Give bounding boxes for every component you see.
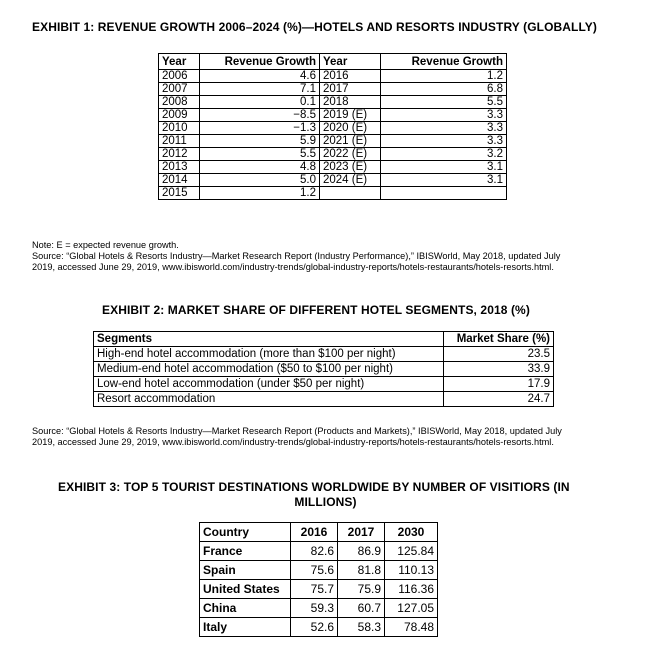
exhibit3-title-continued: MILLIONS) — [294, 495, 357, 509]
growth-cell: 4.6 — [200, 70, 320, 83]
year-cell: 2010 — [159, 122, 200, 135]
value-cell: 75.6 — [291, 561, 338, 580]
value-cell: 59.3 — [291, 599, 338, 618]
table-row — [159, 174, 507, 187]
year-cell: 2011 — [159, 135, 200, 148]
table-row — [159, 122, 507, 135]
exhibit2-title: EXHIBIT 2: MARKET SHARE OF DIFFERENT HOTEL SEGMENTS, 2018 (%) — [102, 303, 530, 317]
growth-cell: 1.2 — [200, 187, 320, 200]
table-header-row — [94, 332, 554, 347]
year-cell: 2018 — [320, 96, 381, 109]
year-cell: 2015 — [159, 187, 200, 200]
table-row — [200, 542, 438, 561]
share-cell: 17.9 — [444, 377, 554, 392]
share-cell: 24.7 — [444, 392, 554, 407]
growth-cell: 5.9 — [200, 135, 320, 148]
column-header-year: Year — [159, 54, 200, 70]
table-row — [200, 599, 438, 618]
table-row — [159, 187, 507, 200]
year-cell: 2007 — [159, 83, 200, 96]
column-header-country: Country — [200, 523, 291, 542]
year-cell: 2013 — [159, 161, 200, 174]
table-header-row — [200, 523, 438, 542]
table-row — [200, 561, 438, 580]
country-cell: France — [200, 542, 291, 561]
value-cell: 127.05 — [385, 599, 438, 618]
value-cell: 60.7 — [338, 599, 385, 618]
value-cell: 82.6 — [291, 542, 338, 561]
table-row — [94, 392, 554, 407]
value-cell: 81.8 — [338, 561, 385, 580]
column-header-2017: 2017 — [338, 523, 385, 542]
country-cell: Italy — [200, 618, 291, 637]
tourist-destinations-table — [199, 522, 438, 637]
growth-cell: 3.1 — [381, 174, 507, 187]
year-cell: 2021 (E) — [320, 135, 381, 148]
table-header-row — [159, 54, 507, 70]
table-row — [94, 347, 554, 362]
value-cell: 78.48 — [385, 618, 438, 637]
growth-cell: 0.1 — [200, 96, 320, 109]
exhibit2-source-url: 2019, accessed June 29, 2019, www.ibisworld.com/industry-trends/global-industry-reports/hotels-restaurants/hotels-resorts.html. — [32, 437, 554, 447]
growth-cell: 6.8 — [381, 83, 507, 96]
table-row — [159, 135, 507, 148]
value-cell: 125.84 — [385, 542, 438, 561]
table-row — [159, 161, 507, 174]
country-cell: United States — [200, 580, 291, 599]
year-cell: 2008 — [159, 96, 200, 109]
table-row — [159, 148, 507, 161]
segment-cell: Low-end hotel accommodation (under $50 per night) — [94, 377, 444, 392]
year-cell: 2024 (E) — [320, 174, 381, 187]
column-header-2016: 2016 — [291, 523, 338, 542]
exhibit1-title: EXHIBIT 1: REVENUE GROWTH 2006–2024 (%)—HOTELS AND RESORTS INDUSTRY (GLOBALLY) — [32, 20, 597, 34]
empty-cell — [381, 187, 507, 200]
column-header-market-share: Market Share (%) — [444, 332, 554, 347]
segment-cell: High-end hotel accommodation (more than $100 per night) — [94, 347, 444, 362]
segment-cell: Resort accommodation — [94, 392, 444, 407]
exhibit1-source: Source: “Global Hotels & Resorts Industry—Market Research Report (Industry Performance),” IBISWorld, May 2018, updated July — [32, 251, 561, 261]
value-cell: 110.13 — [385, 561, 438, 580]
column-header-revenue-growth: Revenue Growth — [381, 54, 507, 70]
segment-cell: Medium-end hotel accommodation ($50 to $100 per night) — [94, 362, 444, 377]
column-header-segments: Segments — [94, 332, 444, 347]
column-header-year: Year — [320, 54, 381, 70]
year-cell: 2022 (E) — [320, 148, 381, 161]
year-cell: 2019 (E) — [320, 109, 381, 122]
column-header-revenue-growth: Revenue Growth — [200, 54, 320, 70]
growth-cell: 3.2 — [381, 148, 507, 161]
year-cell: 2020 (E) — [320, 122, 381, 135]
column-header-2030: 2030 — [385, 523, 438, 542]
growth-cell: −8.5 — [200, 109, 320, 122]
table-row — [200, 618, 438, 637]
growth-cell: 3.1 — [381, 161, 507, 174]
table-row — [159, 83, 507, 96]
year-cell: 2012 — [159, 148, 200, 161]
year-cell: 2006 — [159, 70, 200, 83]
growth-cell: 4.8 — [200, 161, 320, 174]
exhibit1-note: Note: E = expected revenue growth. — [32, 240, 179, 250]
value-cell: 116.36 — [385, 580, 438, 599]
table-row — [159, 96, 507, 109]
growth-cell: 3.3 — [381, 135, 507, 148]
year-cell: 2009 — [159, 109, 200, 122]
value-cell: 52.6 — [291, 618, 338, 637]
year-cell: 2023 (E) — [320, 161, 381, 174]
revenue-growth-table — [158, 53, 507, 200]
value-cell: 75.9 — [338, 580, 385, 599]
exhibit3-title: EXHIBIT 3: TOP 5 TOURIST DESTINATIONS WORLDWIDE BY NUMBER OF VISITIORS (IN — [58, 480, 570, 494]
value-cell: 86.9 — [338, 542, 385, 561]
table-row — [94, 377, 554, 392]
growth-cell: 1.2 — [381, 70, 507, 83]
exhibit1-source-url: 2019, accessed June 29, 2019, www.ibisworld.com/industry-trends/global-industry-reports/hotels-restaurants/hotels-resorts.html. — [32, 262, 554, 272]
growth-cell: 5.5 — [200, 148, 320, 161]
country-cell: Spain — [200, 561, 291, 580]
growth-cell: −1.3 — [200, 122, 320, 135]
exhibit2-source: Source: “Global Hotels & Resorts Industry—Market Research Report (Products and Markets),” IBISWorld, May 2018, updated July — [32, 426, 562, 436]
growth-cell: 5.0 — [200, 174, 320, 187]
value-cell: 58.3 — [338, 618, 385, 637]
table-row — [159, 70, 507, 83]
growth-cell: 3.3 — [381, 109, 507, 122]
table-row — [94, 362, 554, 377]
growth-cell: 3.3 — [381, 122, 507, 135]
market-share-table — [93, 331, 554, 407]
growth-cell: 5.5 — [381, 96, 507, 109]
table-row — [200, 580, 438, 599]
year-cell: 2016 — [320, 70, 381, 83]
year-cell: 2014 — [159, 174, 200, 187]
year-cell: 2017 — [320, 83, 381, 96]
empty-cell — [320, 187, 381, 200]
share-cell: 23.5 — [444, 347, 554, 362]
table-row — [159, 109, 507, 122]
value-cell: 75.7 — [291, 580, 338, 599]
share-cell: 33.9 — [444, 362, 554, 377]
country-cell: China — [200, 599, 291, 618]
growth-cell: 7.1 — [200, 83, 320, 96]
